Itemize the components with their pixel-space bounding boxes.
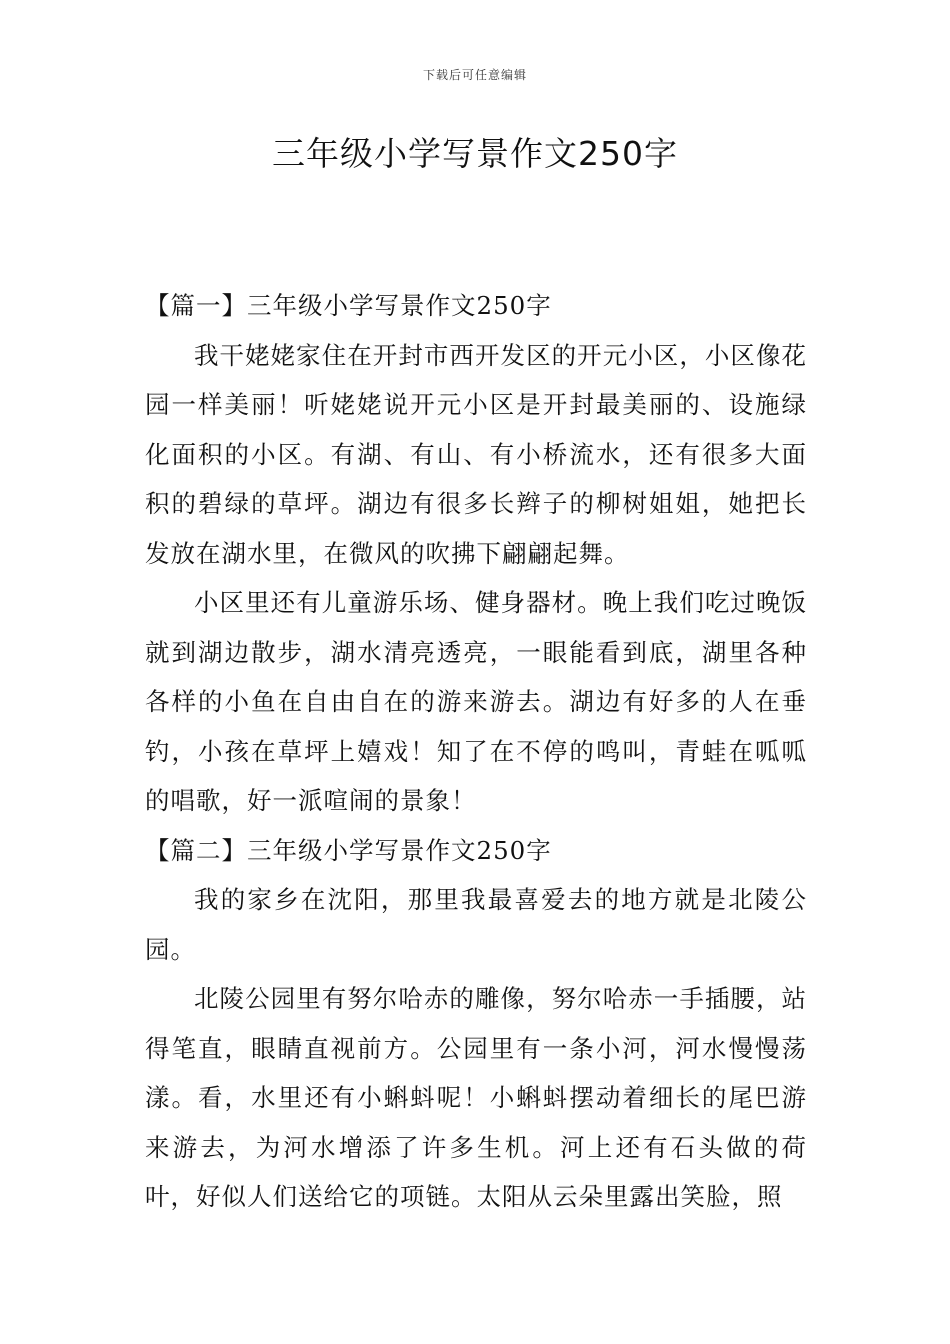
paragraph: 小区里还有儿童游乐场、健身器材。晚上我们吃过晚饭就到湖边散步，湖水清亮透亮，一眼能看到底，湖里各种各样的小鱼在自由自在的游来游去。湖边有好多的人在垂钓，小孩在草坪上嬉戏！知了在不停的鸣叫，青蛙在呱呱的唱歌，好一派喧闹的景象！ — [145, 588, 807, 815]
header-note: 下载后可任意编辑 — [422, 68, 527, 82]
section-heading-2: 【篇二】三年级小学写景作文250字 — [145, 835, 552, 865]
document-title: 三年级小学写景作文250字 — [272, 134, 678, 173]
paragraph: 北陵公园里有努尔哈赤的雕像，努尔哈赤一手插腰，站得笔直，眼睛直视前方。公园里有一条小河，河水慢慢荡漾。看，水里还有小蝌蚪呢！小蝌蚪摆动着细长的尾巴游来游去，为河水增添了许多生机。河上还有石头做的荷叶，好似人们送给它的项链。太阳从云朵里露出笑脸，照 — [145, 984, 807, 1211]
section-heading-1: 【篇一】三年级小学写景作文250字 — [145, 291, 552, 320]
paragraph: 我干姥姥家住在开封市西开发区的开元小区，小区像花园一样美丽！听姥姥说开元小区是开封最美丽的、设施绿化面积的小区。有湖、有山、有小桥流水，还有很多大面积的碧绿的草坪。湖边有很多长辫子的柳树姐姐，她把长发放在湖水里，在微风的吹拂下翩翩起舞。 — [145, 340, 807, 568]
document-body — [145, 281, 807, 1222]
paragraph: 我的家乡在沈阳，那里我最喜爱去的地方就是北陵公园。 — [145, 885, 807, 964]
